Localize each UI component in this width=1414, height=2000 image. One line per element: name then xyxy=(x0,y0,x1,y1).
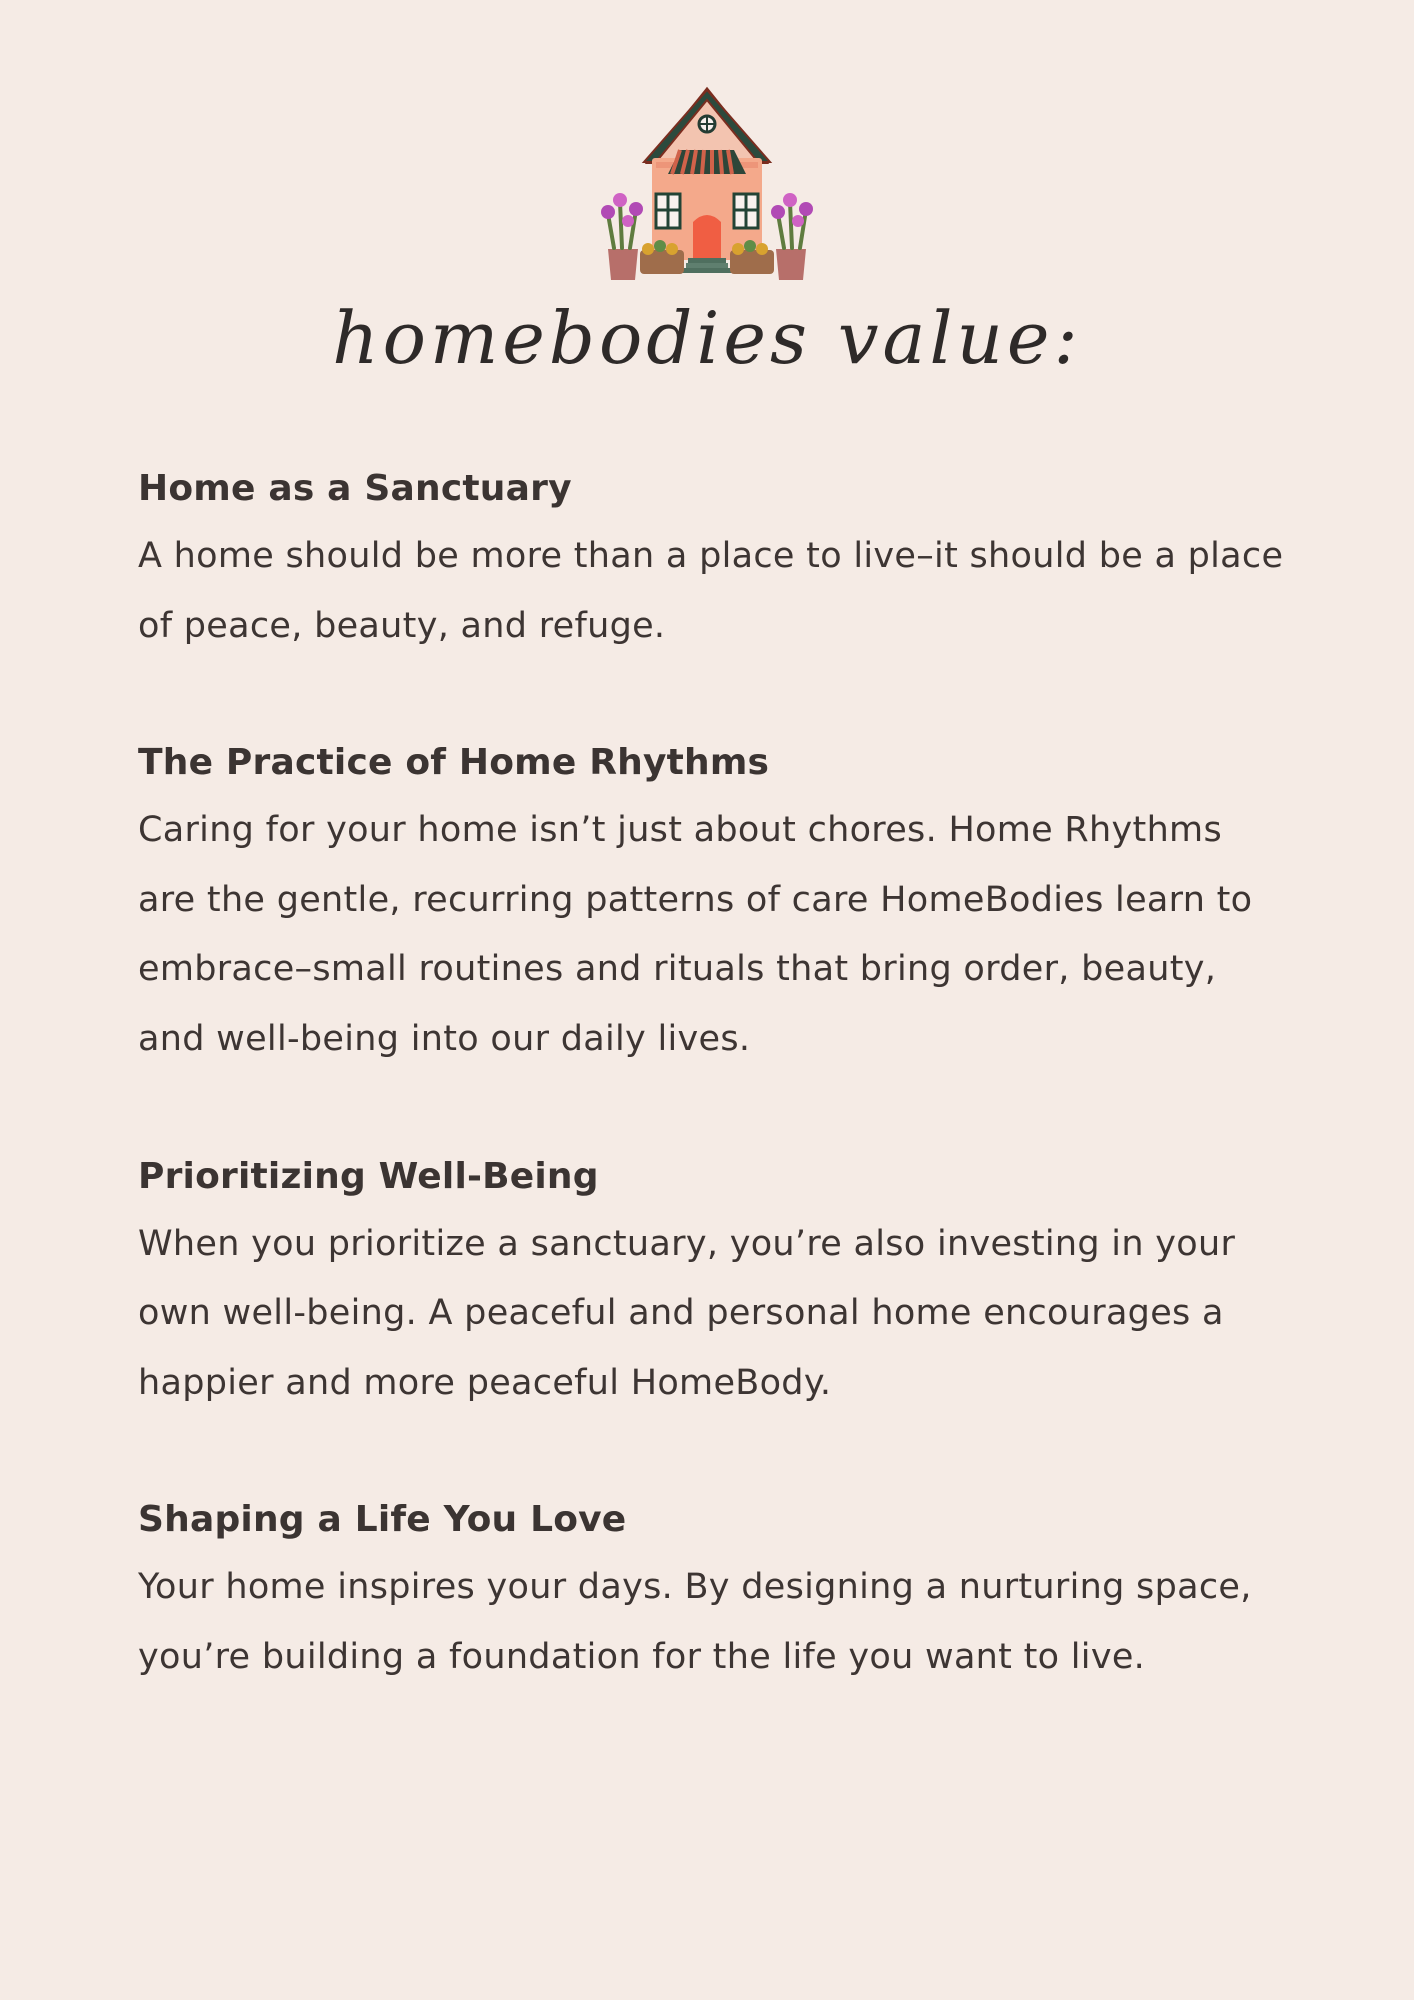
value-heading: Prioritizing Well-Being xyxy=(138,1155,599,1197)
house-icon xyxy=(600,86,814,284)
value-description: When you prioritize a sanctuary, you’re also investing in your own well-being. A peaceful and personal home encourages a happier and more peaceful HomeBody. xyxy=(138,1223,1236,1403)
value-section xyxy=(138,1487,1288,1692)
value-section xyxy=(138,730,1288,1074)
value-section xyxy=(138,1144,1288,1419)
value-heading: Shaping a Life You Love xyxy=(138,1499,627,1541)
value-heading: The Practice of Home Rhythms xyxy=(138,742,770,784)
value-section xyxy=(138,456,1288,661)
page-title: homebodies value: xyxy=(332,296,1082,380)
value-description: A home should be more than a place to live–it should be a place of peace, beauty, and refuge. xyxy=(138,536,1284,646)
value-description: Caring for your home isn’t just about chores. Home Rhythms are the gentle, recurring patterns of care HomeBodies learn to embrace–small routines and rituals that bring order, beauty, and well-being into our daily lives. xyxy=(138,810,1253,1059)
values-list xyxy=(138,456,1288,1693)
value-heading: Home as a Sanctuary xyxy=(138,468,572,509)
value-description: Your home inspires your days. By designing a nurturing space, you’re building a foundation for the life you want to live. xyxy=(138,1567,1252,1677)
